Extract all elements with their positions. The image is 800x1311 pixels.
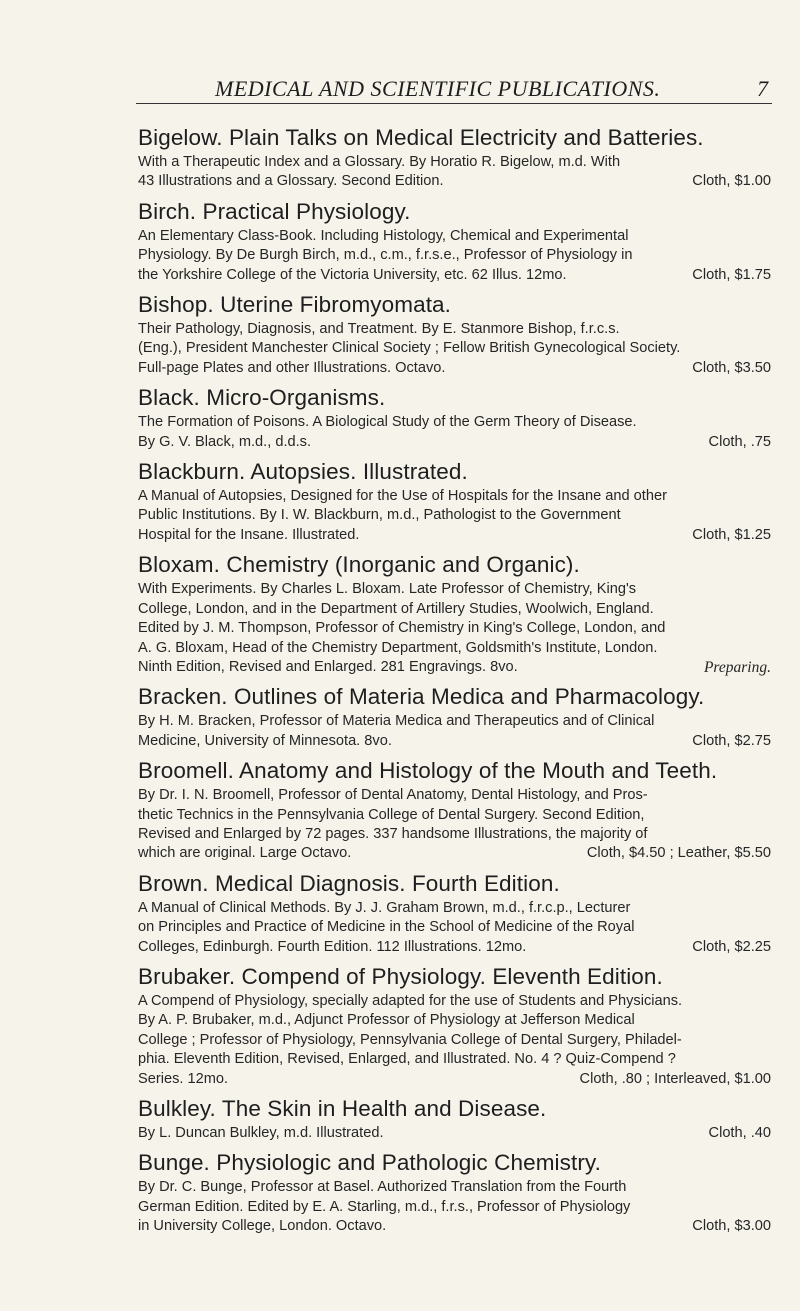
entry-description bbox=[138, 1178, 771, 1236]
description-line bbox=[138, 992, 771, 1011]
entry-title: Bishop. Uterine Fibromyomata. bbox=[138, 292, 452, 318]
description-line bbox=[138, 1050, 771, 1069]
description-text: thetic Technics in the Pennsylvania College of Dental Surgery. Second Edition, bbox=[138, 806, 645, 823]
description-text: Physiology. By De Burgh Birch, m.d., c.m., f.r.s.e., Professor of Physiology in bbox=[138, 247, 633, 264]
description-line bbox=[138, 786, 771, 805]
description-line bbox=[138, 619, 771, 638]
description-line bbox=[138, 732, 771, 751]
description-line bbox=[138, 1198, 771, 1217]
catalog-entry bbox=[138, 870, 771, 957]
description-line bbox=[138, 580, 771, 599]
description-text: Full-page Plates and other Illustrations. Octavo. bbox=[138, 359, 446, 376]
description-text: 43 Illustrations and a Glossary. Second Edition. bbox=[138, 173, 444, 190]
description-line bbox=[138, 526, 771, 545]
description-line bbox=[138, 1124, 771, 1143]
entry-title: Bigelow. Plain Talks on Medical Electricity and Batteries. bbox=[138, 125, 704, 150]
description-line bbox=[138, 1217, 771, 1236]
catalog-entries bbox=[138, 124, 771, 1243]
price: Cloth, $1.75 bbox=[692, 266, 771, 283]
entry-title: Brown. Medical Diagnosis. Fourth Edition. bbox=[138, 870, 560, 896]
description-text: Ninth Edition, Revised and Enlarged. 281 Engravings. 8vo. bbox=[138, 658, 518, 675]
description-text: A Manual of Clinical Methods. By J. J. Graham Brown, m.d., f.r.c.p., Lecturer bbox=[138, 899, 631, 916]
description-line bbox=[138, 246, 771, 265]
catalog-entry bbox=[138, 551, 771, 677]
description-text: phia. Eleventh Edition, Revised, Enlarged, and Illustrated. No. 4 ? Quiz-Compend ? bbox=[138, 1051, 676, 1068]
header-rule bbox=[136, 103, 772, 104]
description-line bbox=[138, 639, 771, 658]
entry-description bbox=[138, 227, 771, 285]
catalog-entry bbox=[138, 384, 771, 452]
description-text: in University College, London. Octavo. bbox=[138, 1218, 387, 1235]
description-text: (Eng.), President Manchester Clinical Society ; Fellow British Gynecological Society. bbox=[138, 340, 681, 357]
entry-title: Black. Micro-Organisms. bbox=[138, 385, 386, 411]
description-line bbox=[138, 712, 771, 731]
description-line bbox=[138, 844, 771, 863]
description-text: Hospital for the Insane. Illustrated. bbox=[138, 526, 360, 543]
description-text: Series. 12mo. bbox=[138, 1070, 229, 1087]
catalog-entry bbox=[138, 198, 771, 285]
description-line bbox=[138, 506, 771, 525]
description-text: which are original. Large Octavo. bbox=[138, 845, 352, 862]
description-line bbox=[138, 600, 771, 619]
entry-title: Bloxam. Chemistry (Inorganic and Organic). bbox=[138, 552, 580, 578]
entry-description bbox=[138, 580, 771, 677]
description-text: By Dr. C. Bunge, Professor at Basel. Authorized Translation from the Fourth bbox=[138, 1179, 627, 1196]
description-text: Medicine, University of Minnesota. 8vo. bbox=[138, 732, 392, 749]
description-text: An Elementary Class-Book. Including Histology, Chemical and Experimental bbox=[138, 227, 629, 244]
entry-description bbox=[138, 487, 771, 545]
description-line bbox=[138, 153, 771, 172]
catalog-entry bbox=[138, 963, 771, 1089]
description-text: German Edition. Edited by E. A. Starling, m.d., f.r.s., Professor of Physiology bbox=[138, 1198, 631, 1215]
description-line bbox=[138, 320, 771, 339]
description-line bbox=[138, 1178, 771, 1197]
description-line bbox=[138, 359, 771, 378]
page-number: 7 bbox=[757, 76, 768, 101]
catalog-entry bbox=[138, 1149, 771, 1236]
description-text: the Yorkshire College of the Victoria University, etc. 62 Illus. 12mo. bbox=[138, 266, 567, 283]
description-line bbox=[138, 1070, 771, 1089]
running-head-title: MEDICAL AND SCIENTIFIC PUBLICATIONS. bbox=[215, 76, 661, 101]
description-line bbox=[138, 339, 771, 358]
price: Cloth, $3.00 bbox=[692, 1218, 771, 1235]
catalog-entry bbox=[138, 683, 771, 751]
description-text: By L. Duncan Bulkley, m.d. Illustrated. bbox=[138, 1125, 384, 1141]
description-line bbox=[138, 413, 771, 432]
description-text: With Experiments. By Charles L. Bloxam. Late Professor of Chemistry, King's bbox=[138, 581, 637, 598]
catalog-entry bbox=[138, 1095, 771, 1143]
description-line bbox=[138, 806, 771, 825]
entry-title: Birch. Practical Physiology. bbox=[138, 198, 411, 224]
description-text: A Compend of Physiology, specially adapted for the use of Students and Physicians. bbox=[138, 992, 683, 1009]
price: Cloth, $1.25 bbox=[692, 526, 771, 543]
description-text: By H. M. Bracken, Professor of Materia Medica and Therapeutics and of Clinical bbox=[138, 713, 655, 730]
description-line bbox=[138, 899, 771, 918]
entry-description bbox=[138, 153, 771, 192]
catalog-entry bbox=[138, 124, 771, 192]
description-line bbox=[138, 433, 771, 452]
price: Cloth, $4.50 ; Leather, $5.50 bbox=[586, 845, 771, 862]
description-line bbox=[138, 487, 771, 506]
entry-description bbox=[138, 899, 771, 957]
price: Cloth, .75 bbox=[708, 433, 771, 450]
description-line bbox=[138, 918, 771, 937]
description-text: on Principles and Practice of Medicine in the School of Medicine of the Royal bbox=[138, 919, 635, 936]
entry-title: Brubaker. Compend of Physiology. Eleventh Edition. bbox=[138, 963, 663, 989]
description-line bbox=[138, 172, 771, 191]
entry-description bbox=[138, 992, 771, 1089]
entry-title: Bulkley. The Skin in Health and Disease. bbox=[138, 1096, 547, 1121]
description-text: Edited by J. M. Thompson, Professor of Chemistry in King's College, London, and bbox=[138, 620, 666, 637]
catalog-entry bbox=[138, 291, 771, 378]
description-text: Colleges, Edinburgh. Fourth Edition. 112 Illustrations. 12mo. bbox=[138, 938, 527, 955]
description-line bbox=[138, 227, 771, 246]
entry-description bbox=[138, 413, 771, 452]
entry-title: Bunge. Physiologic and Pathologic Chemistry. bbox=[138, 1150, 601, 1176]
description-line bbox=[138, 825, 771, 844]
running-head bbox=[0, 76, 800, 110]
description-line bbox=[138, 1011, 771, 1030]
description-text: By A. P. Brubaker, m.d., Adjunct Professor of Physiology at Jefferson Medical bbox=[138, 1012, 635, 1029]
entry-title: Broomell. Anatomy and Histology of the Mouth and Teeth. bbox=[138, 758, 718, 784]
description-text: Their Pathology, Diagnosis, and Treatment. By E. Stanmore Bishop, f.r.c.s. bbox=[138, 321, 620, 338]
description-text: The Formation of Poisons. A Biological Study of the Germ Theory of Disease. bbox=[138, 414, 637, 431]
description-text: Public Institutions. By I. W. Blackburn, m.d., Pathologist to the Government bbox=[138, 507, 621, 524]
entry-description bbox=[138, 320, 771, 378]
entry-title: Blackburn. Autopsies. Illustrated. bbox=[138, 459, 468, 485]
description-line bbox=[138, 938, 771, 957]
price: Cloth, .40 bbox=[708, 1125, 771, 1141]
description-text: College ; Professor of Physiology, Pennsylvania College of Dental Surgery, Philadel- bbox=[138, 1031, 682, 1048]
entry-description bbox=[138, 786, 771, 864]
description-text: A. G. Bloxam, Head of the Chemistry Department, Goldsmith's Institute, London. bbox=[138, 639, 658, 656]
price: Cloth, $3.50 bbox=[692, 359, 771, 376]
description-text: College, London, and in the Department of Artillery Studies, Woolwich, England. bbox=[138, 600, 654, 617]
price: Cloth, $1.00 bbox=[692, 173, 771, 190]
description-text: A Manual of Autopsies, Designed for the Use of Hospitals for the Insane and other bbox=[138, 488, 667, 505]
description-line bbox=[138, 1031, 771, 1050]
description-text: Revised and Enlarged by 72 pages. 337 handsome Illustrations, the majority of bbox=[138, 825, 648, 842]
description-text: By Dr. I. N. Broomell, Professor of Dental Anatomy, Dental Histology, and Pros- bbox=[138, 787, 648, 804]
entry-title: Bracken. Outlines of Materia Medica and Pharmacology. bbox=[138, 684, 705, 710]
description-text: With a Therapeutic Index and a Glossary. By Horatio R. Bigelow, m.d. With bbox=[138, 154, 621, 170]
price: Cloth, .80 ; Interleaved, $1.00 bbox=[579, 1070, 771, 1087]
description-text: By G. V. Black, m.d., d.d.s. bbox=[138, 433, 312, 450]
price: Cloth, $2.25 bbox=[692, 938, 771, 955]
description-line bbox=[138, 658, 771, 677]
entry-description bbox=[138, 1124, 771, 1143]
description-line bbox=[138, 266, 771, 285]
catalog-entry bbox=[138, 757, 771, 864]
price: Preparing. bbox=[703, 658, 771, 676]
catalog-entry bbox=[138, 458, 771, 545]
price: Cloth, $2.75 bbox=[692, 732, 771, 749]
entry-description bbox=[138, 712, 771, 751]
